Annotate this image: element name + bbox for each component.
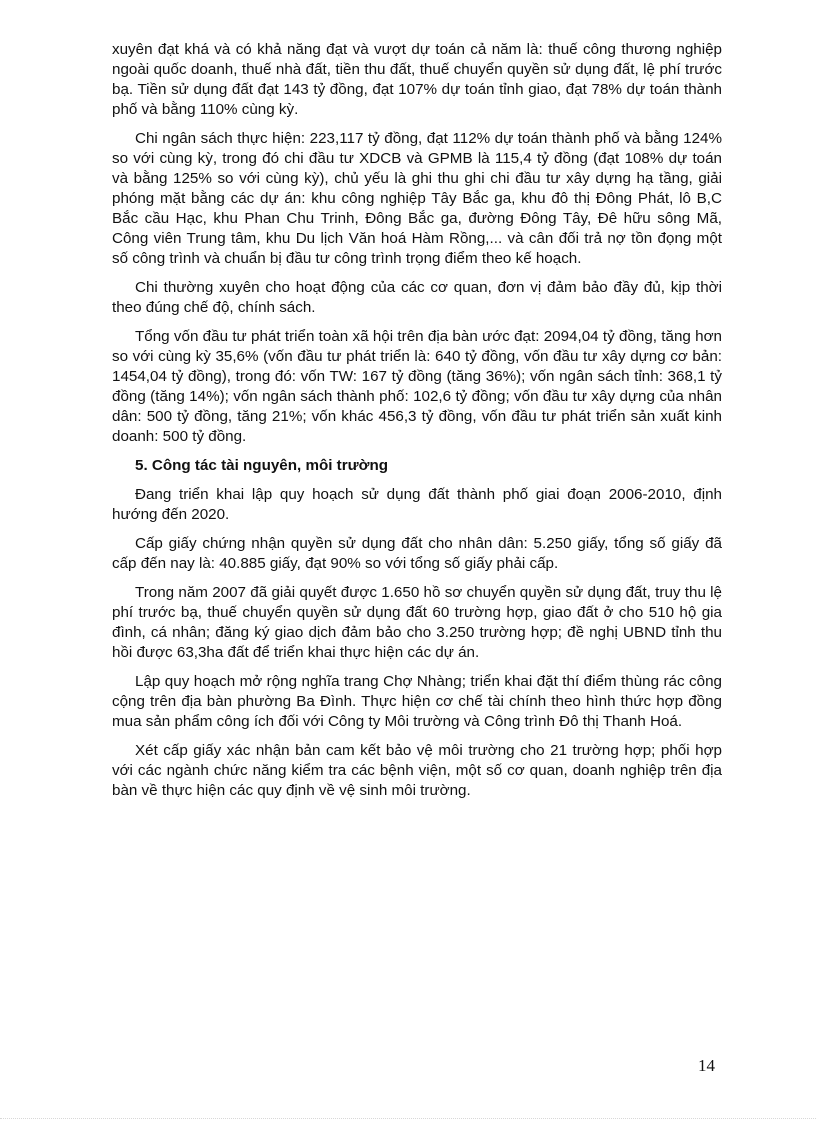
paragraph-regular-expenditure: Chi thường xuyên cho hoạt động của các cơ quan, đơn vị đảm bảo đầy đủ, kịp thời theo đúng chế độ, chính sách. <box>112 279 722 316</box>
paragraph-land-certificates: Cấp giấy chứng nhận quyền sử dụng đất cho nhân dân: 5.250 giấy, tổng số giấy đã cấp đến nay là: 40.885 giấy, đạt 90% so với tổng số giấy phải cấp. <box>112 535 722 572</box>
paragraph-revenue-continuation: xuyên đạt khá và có khả năng đạt và vượt dự toán cả năm là: thuế công thương nghiệp ngoài quốc doanh, thuế nhà đất, tiền thu đất, thuế chuyển quyền sử dụng đất, lệ phí trước bạ. Tiền sử dụng đất đạt 143 tỷ đồng, đạt 107% dự toán tỉnh giao, đạt 78% dự toán thành phố và bằng 110% cùng kỳ. <box>112 41 722 118</box>
paragraph-land-use-planning: Đang triển khai lập quy hoạch sử dụng đất thành phố giai đoạn 2006-2010, định hướng đến 2020. <box>112 486 722 523</box>
paragraph-cemetery-planning: Lập quy hoạch mở rộng nghĩa trang Chợ Nhàng; triển khai đặt thí điểm thùng rác công cộng trên địa bàn phường Ba Đình. Thực hiện cơ chế tài chính theo hình thức hợp đồng mua sản phẩm công ích đối với Công ty Môi trường và Công trình Đô thị Thanh Hoá. <box>112 673 722 730</box>
paragraph-total-investment: Tổng vốn đầu tư phát triển toàn xã hội trên địa bàn ước đạt: 2094,04 tỷ đồng, tăng hơn so với cùng kỳ 35,6% (vốn đầu tư phát triển là: 640 tỷ đồng, vốn đầu tư xây dựng cơ bản: 1454,04 tỷ đồng), trong đó: vốn TW: 167 tỷ đồng (tăng 36%); vốn ngân sách tỉnh: 368,1 tỷ đồng (tăng 14%); vốn ngân sách thành phố: 102,6 tỷ đồng; vốn đầu tư xây dựng của nhân dân: 500 tỷ đồng, tăng 21%; vốn khác 456,3 tỷ đồng, vốn đầu tư phát triển sản xuất kinh doanh: 500 tỷ đồng. <box>112 328 722 445</box>
paragraph-budget-expenditure: Chi ngân sách thực hiện: 223,117 tỷ đồng, đạt 112% dự toán thành phố và bằng 124% so với cùng kỳ, trong đó chi đầu tư XDCB và GPMB là 115,4 tỷ đồng (đạt 108% dự toán và bằng 125% so với cùng kỳ), chủ yếu là ghi thu ghi chi đầu tư xây dựng hạ tầng, giải phóng mặt bằng các dự án: khu công nghiệp Tây Bắc ga, khu đô thị Đông Phát, lô B,C Bắc cầu Hạc, khu Phan Chu Trinh, Đông Bắc ga, đường Đông Tây, Đê hữu sông Mã, Công viên Trung tâm, khu Du lịch Văn hoá Hàm Rồng,... và cân đối trả nợ tồn đọng một số công trình và chuẩn bị đầu tư công trình trọng điểm theo kế hoạch. <box>112 130 722 267</box>
page-bottom-divider <box>0 1118 816 1119</box>
section-heading: 5. Công tác tài nguyên, môi trường <box>135 457 388 474</box>
page-body <box>112 40 722 810</box>
page-number: 14 <box>698 1056 715 1075</box>
paragraph-land-transfers: Trong năm 2007 đã giải quyết được 1.650 hồ sơ chuyển quyền sử dụng đất, truy thu lệ phí trước bạ, thuế chuyển quyền sử dụng đất 60 trường hợp, giao đất ở cho 510 hộ gia đình, cá nhân; đăng ký giao dịch đảm bảo cho 3.250 trường hợp; đề nghị UBND tỉnh thu hồi được 63,3ha đất để triển khai thực hiện các dự án. <box>112 584 722 661</box>
paragraph-environment-commitments: Xét cấp giấy xác nhận bản cam kết bảo vệ môi trường cho 21 trường hợp; phối hợp với các ngành chức năng kiểm tra các bệnh viện, một số cơ quan, doanh nghiệp trên địa bàn về thực hiện các quy định về vệ sinh môi trường. <box>112 742 722 799</box>
